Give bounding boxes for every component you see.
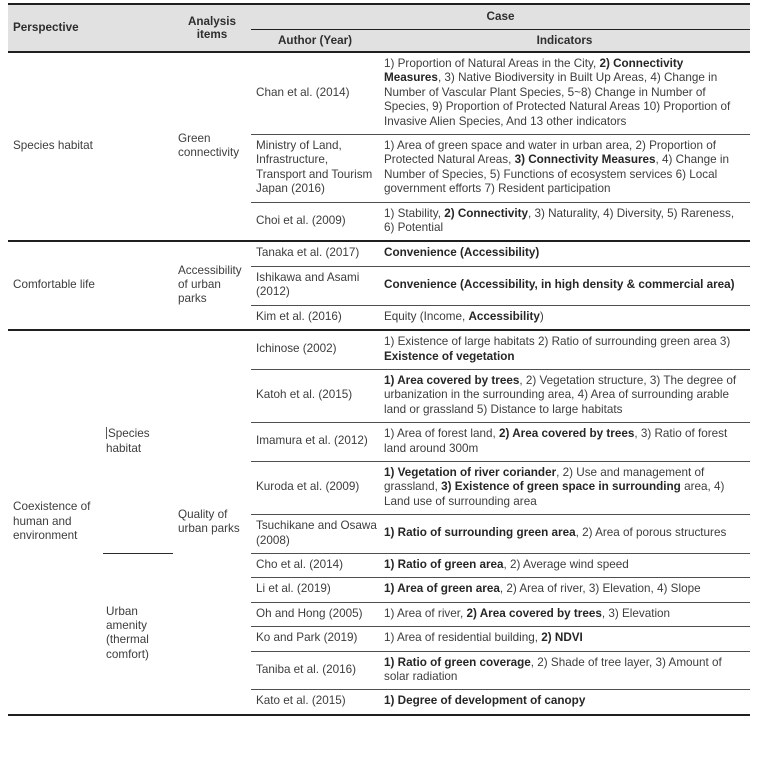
indicator-text: , 3) Native Biodiversity in Built Up Areas, 4) Change in Number of Vascular Plant Species, 5~8) Change in Number of Species, 9) Proportion of Protected Natural Areas 10) Proportion of Invasive Alien Species, And 13 other indicators — [384, 71, 731, 128]
author-cell: Imamura et al. (2012) — [251, 423, 379, 462]
indicators-cell — [379, 553, 750, 577]
indicators-cell — [379, 52, 750, 135]
col-header-analysis-items: Analysis items — [173, 4, 251, 52]
indicator-text-bold: 3) Connectivity Measures — [514, 153, 656, 167]
indicators-cell — [379, 135, 750, 203]
table-body — [8, 52, 750, 715]
indicator-text: ) — [539, 309, 544, 323]
author-cell: Cho et al. (2014) — [251, 553, 379, 577]
author-cell: Chan et al. (2014) — [251, 52, 379, 135]
col-header-indicators: Indicators — [379, 29, 750, 52]
indicator-text: , 2) Area of river, 3) Elevation, 4) Slope — [499, 582, 701, 596]
author-cell: Kuroda et al. (2009) — [251, 461, 379, 514]
indicator-text: , 2) Use and management of grassland, — [384, 465, 705, 494]
indicator-text: , 2) Shade of tree layer, 3) Amount of solar radiation — [384, 655, 722, 683]
indicator-text-bold: Accessibility — [468, 309, 540, 323]
table-row — [8, 330, 750, 369]
analysis-items-cell: Accessibility of urban parks — [173, 241, 251, 330]
author-cell: Taniba et al. (2016) — [251, 651, 379, 690]
author-cell: Kato et al. (2015) — [251, 690, 379, 715]
indicator-text-bold: 1) Ratio of green coverage — [384, 655, 531, 669]
indicator-text-bold: 2) Area covered by trees — [499, 427, 635, 441]
indicator-text: 1) Area of green space and water in urban area, 2) Proportion of Protected Natural Areas, — [384, 139, 716, 167]
table-row — [8, 553, 750, 577]
indicator-text: 1) Stability, — [384, 206, 445, 220]
indicators-cell — [379, 578, 750, 602]
sub-perspective-cell: Species habitat — [103, 330, 173, 553]
table-row — [8, 241, 750, 266]
perspective-cell: Coexistence of human and environment — [8, 330, 103, 715]
col-header-author-year: Author (Year) — [251, 29, 379, 52]
cursor-artifact-line — [106, 427, 107, 439]
author-cell: Choi et al. (2009) — [251, 202, 379, 241]
indicator-text-bold: 2) Area covered by trees — [466, 606, 602, 620]
indicator-text-bold: Convenience (Accessibility, in high density & commercial area) — [384, 278, 735, 292]
sub-perspective-cell: Urban amenity (thermal comfort) — [103, 553, 173, 714]
table-header — [8, 4, 750, 52]
indicator-text-bold: Existence of vegetation — [384, 349, 515, 363]
indicator-text: 1) Area of residential building, — [384, 631, 542, 645]
author-cell: Kim et al. (2016) — [251, 305, 379, 330]
indicators-cell — [379, 202, 750, 241]
col-header-perspective: Perspective — [8, 4, 173, 52]
indicator-text: 1) Area of river, — [384, 606, 467, 620]
author-cell: Katoh et al. (2015) — [251, 369, 379, 422]
indicators-cell — [379, 627, 750, 651]
perspective-cell: Species habitat — [8, 52, 173, 241]
indicator-text-bold: 1) Vegetation of river coriander — [384, 465, 557, 479]
indicator-text: area, 4) Land use of surrounding area — [384, 480, 725, 508]
indicators-comparison-table — [8, 3, 750, 716]
author-cell: Ichinose (2002) — [251, 330, 379, 369]
analysis-items-cell: Quality of urban parks — [173, 330, 251, 715]
indicator-text: , 3) Elevation — [601, 606, 671, 620]
indicators-cell — [379, 602, 750, 626]
indicator-text: Equity (Income, — [384, 309, 469, 323]
perspective-cell: Comfortable life — [8, 241, 173, 330]
author-cell: Li et al. (2019) — [251, 578, 379, 602]
author-cell: Ishikawa and Asami (2012) — [251, 266, 379, 305]
indicator-text: 1) Area of forest land, — [384, 427, 499, 441]
indicator-text: 1) Existence of large habitats 2) Ratio of surrounding green area 3) — [384, 335, 731, 349]
indicator-text: 1) Proportion of Natural Areas in the City, — [384, 57, 600, 70]
indicator-text-bold: Convenience (Accessibility) — [384, 246, 540, 260]
indicator-text: , 3) Ratio of forest land around 300m — [384, 427, 728, 455]
table-row — [8, 52, 750, 135]
indicator-text-bold: 2) NDVI — [541, 631, 583, 645]
indicators-cell — [379, 461, 750, 514]
analysis-items-cell: Green connectivity — [173, 52, 251, 241]
paper-table-page — [0, 3, 757, 784]
indicators-cell — [379, 515, 750, 554]
indicators-cell — [379, 423, 750, 462]
indicator-text-bold: 1) Degree of development of canopy — [384, 694, 586, 708]
indicator-text-bold: 2) Connectivity — [444, 206, 528, 220]
author-cell: Ko and Park (2019) — [251, 627, 379, 651]
indicator-text-bold: 3) Existence of green space in surrounding — [441, 480, 681, 494]
indicator-text: , 2) Average wind speed — [503, 557, 629, 571]
col-header-case: Case — [251, 4, 750, 29]
indicator-text: , 2) Area of porous structures — [575, 526, 727, 540]
indicator-text-bold: 2) Connectivity Measures — [384, 57, 684, 85]
indicators-cell — [379, 330, 750, 369]
indicators-cell — [379, 305, 750, 330]
indicator-text-bold: 1) Area covered by trees — [384, 373, 520, 387]
indicator-text-bold: 1) Ratio of surrounding green area — [384, 526, 576, 540]
author-cell: Tsuchikane and Osawa (2008) — [251, 515, 379, 554]
indicators-cell — [379, 651, 750, 690]
indicator-text: , 3) Naturality, 4) Diversity, 5) Rareness, 6) Potential — [384, 206, 735, 235]
indicator-text: , 2) Vegetation structure, 3) The degree of urbanization in the surrounding area, 4) Area of surrounding arable land or grassland 5) Distance to large habitats — [384, 373, 737, 416]
indicators-cell — [379, 690, 750, 715]
indicators-cell — [379, 266, 750, 305]
indicator-text: , 4) Change in Number of Species, 5) Functions of ecosystem services 6) Local government efforts 7) Resident participation — [384, 153, 729, 196]
indicator-text-bold: 1) Area of green area — [384, 582, 500, 596]
author-cell: Tanaka et al. (2017) — [251, 241, 379, 266]
author-cell: Oh and Hong (2005) — [251, 602, 379, 626]
author-cell: Ministry of Land, Infrastructure, Transport and Tourism Japan (2016) — [251, 135, 379, 203]
indicators-cell — [379, 241, 750, 266]
indicator-text-bold: 1) Ratio of green area — [384, 557, 504, 571]
indicators-cell — [379, 369, 750, 422]
